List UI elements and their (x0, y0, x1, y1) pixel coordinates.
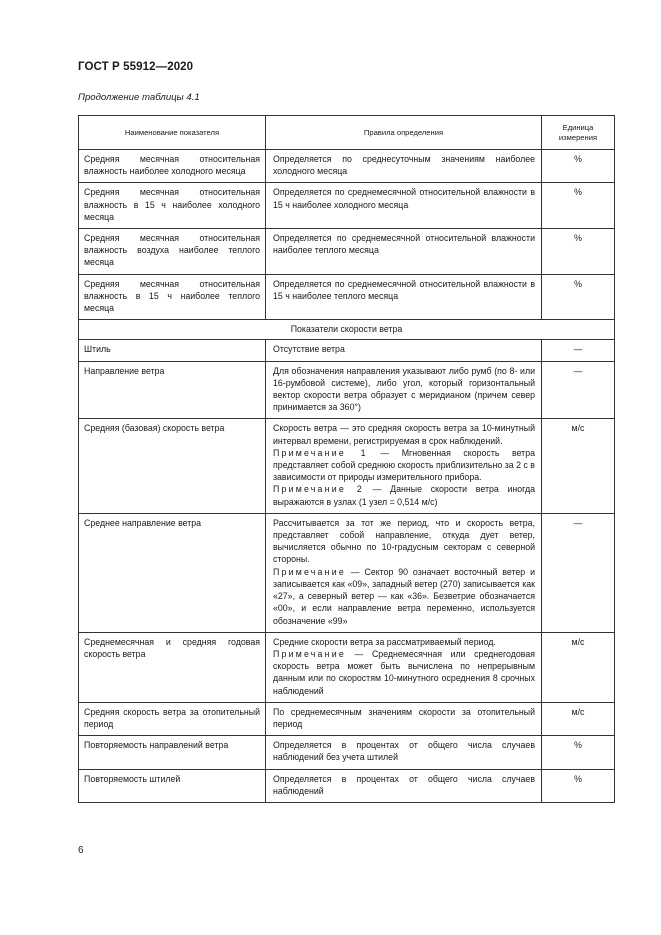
table-row (79, 340, 615, 361)
table-row (79, 274, 615, 320)
cell-unit: — (542, 361, 615, 419)
cell-name: Направление ветра (79, 361, 266, 419)
cell-unit: % (542, 183, 615, 229)
cell-rule: Отсутствие ветра (266, 340, 542, 361)
cell-rule: Определяется в процентах от общего числа случаев наблюдений без учета штилей (266, 736, 542, 769)
cell-name: Среднее направление ветра (79, 513, 266, 632)
note-label: Примечание 2 (273, 484, 364, 495)
note (273, 648, 535, 697)
rule-main-text: Рассчитывается за тот же период, что и скорость ветра, представляет собой направление, откуда дует ветер, вычисляется обычно по 10-градусным секторам с северной стороны. (273, 517, 535, 565)
rule-main-text: Скорость ветра — это средняя скорость ветра за 10-минутный интервал времени, регистрируемая в срок наблюдений. (273, 423, 535, 446)
cell-rule: По среднемесячным значениям скорости за отопительный период (266, 702, 542, 735)
cell-unit: м/с (542, 632, 615, 702)
cell-unit: % (542, 229, 615, 275)
note-text: — Сектор 90 означает восточный ветер и записывается как «09», западный ветер (270) записывается как «27», а северный ветер — как «36». Безветрие обозначается «00», и если направление ветра переменно, используется обозначение «99» (273, 566, 535, 626)
table-row (79, 632, 615, 702)
cell-name: Повторяемость штилей (79, 769, 266, 802)
cell-name: Средняя (базовая) скорость ветра (79, 419, 266, 513)
header-unit: Единица измерения (542, 116, 615, 150)
table-row (79, 150, 615, 183)
cell-name: Средняя месячная относительная влажность воздуха наиболее теплого месяца (79, 229, 266, 275)
table-row (79, 769, 615, 802)
cell-unit: % (542, 736, 615, 769)
cell-name: Повторяемость направлений ветра (79, 736, 266, 769)
header-rule: Правила определения (266, 116, 542, 150)
cell-name: Средняя месячная относительная влажность в 15 ч наиболее холодного месяца (79, 183, 266, 229)
note-label: Примечание (273, 566, 346, 577)
cell-rule: Определяется по среднесуточным значениям наиболее холодного месяца (266, 150, 542, 183)
cell-rule (266, 632, 542, 702)
note-text: — Среднемесячная или среднегодовая скорость ветра может быть вычислена по непрерывным данным или по скоростям 10-минутного осреднения 8 срочных наблюдений (273, 648, 535, 696)
table-row (79, 183, 615, 229)
note-label: Примечание 1 (273, 447, 368, 458)
table-row (79, 513, 615, 632)
cell-unit: — (542, 340, 615, 361)
note-1 (273, 447, 535, 484)
page-number: 6 (78, 845, 84, 856)
rule-main-text: Средние скорости ветра за рассматриваемый период. (273, 636, 496, 647)
cell-unit: м/с (542, 702, 615, 735)
cell-name: Средняя месячная относительная влажность в 15 ч наиболее теплого месяца (79, 274, 266, 320)
note-text: — Мгновенная скорость ветра представляет собой среднюю скорость приблизительно за 2 с в зависимости от природы измерительного прибора. (273, 447, 535, 483)
cell-rule: Для обозначения направления указывают либо румб (по 8- или 16-румбовой системе), либо угол, который горизонтальный вектор скорости ветра образует с меридианом (причем север принимается за 360°) (266, 361, 542, 419)
table-row (79, 229, 615, 275)
cell-unit: % (542, 274, 615, 320)
cell-rule (266, 513, 542, 632)
note-text: — Данные скорости ветра иногда выражаются в узлах (1 узел = 0,514 м/с) (273, 484, 535, 507)
cell-unit: м/с (542, 419, 615, 513)
cell-name: Средняя месячная относительная влажность наиболее холодного месяца (79, 150, 266, 183)
table-row (79, 419, 615, 513)
cell-name: Штиль (79, 340, 266, 361)
cell-rule: Определяется по среднемесячной относительной влажности в 15 ч наиболее холодного месяца (266, 183, 542, 229)
table-caption: Продолжение таблицы 4.1 (78, 92, 200, 103)
table-header-row (79, 116, 615, 150)
cell-rule: Определяется по среднемесячной относительной влажности наиболее теплого месяца (266, 229, 542, 275)
table-row (79, 702, 615, 735)
table-row (79, 361, 615, 419)
note (273, 566, 535, 627)
cell-unit: % (542, 769, 615, 802)
section-row-wind (79, 320, 615, 340)
cell-unit: % (542, 150, 615, 183)
table-row (79, 736, 615, 769)
document-standard-title: ГОСТ Р 55912—2020 (78, 61, 194, 73)
cell-name: Среднемесячная и средняя годовая скорость ветра (79, 632, 266, 702)
cell-unit: — (542, 513, 615, 632)
cell-rule: Определяется в процентах от общего числа случаев наблюдений (266, 769, 542, 802)
indicators-table (78, 115, 615, 803)
header-name: Наименование показателя (79, 116, 266, 150)
cell-rule (266, 419, 542, 513)
cell-rule: Определяется по среднемесячной относительной влажности в 15 ч наиболее теплого месяца (266, 274, 542, 320)
cell-name: Средняя скорость ветра за отопительный период (79, 702, 266, 735)
note-2 (273, 483, 535, 507)
note-label: Примечание (273, 648, 346, 659)
section-title-wind: Показатели скорости ветра (79, 320, 615, 340)
